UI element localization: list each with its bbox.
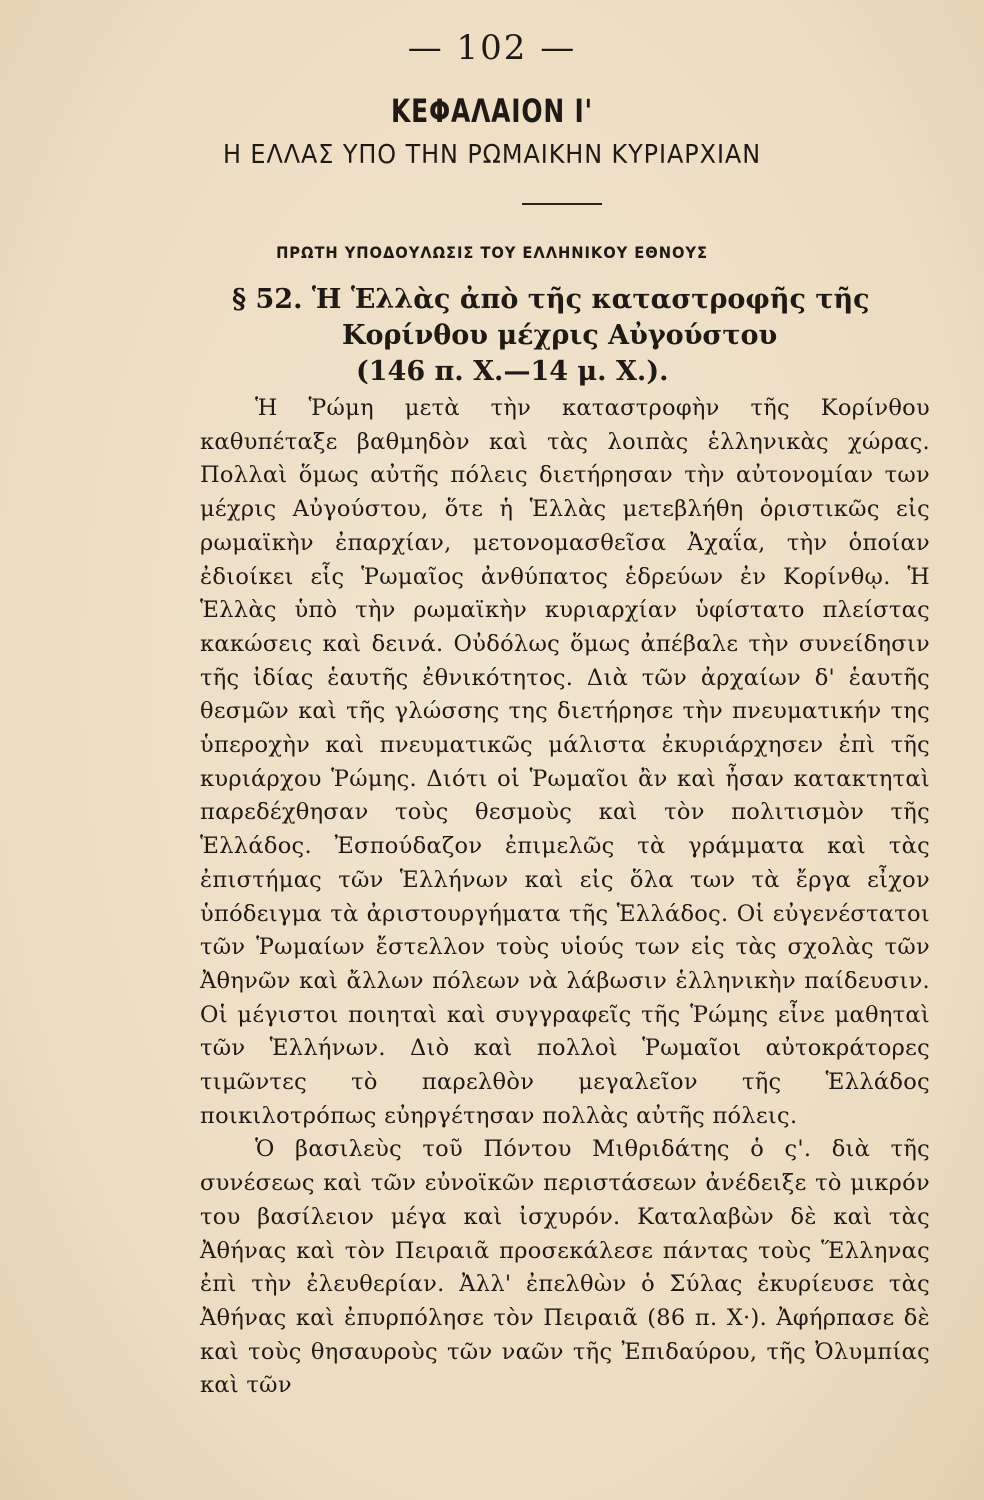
paragraph: Ὁ βασιλεὺς τοῦ Πόντου Μιθριδάτης ὁ ς'. διὰ τῆς συνέσεως καὶ τῶν εὐνοϊκῶν περιστάσεων ἀνέδειξε τὸ μικρόν του βασίλειον μέγα καὶ ἰσχυρόν. Καταλαβὼν δὲ καὶ τὰς Ἀθήνας καὶ τὸν Πειραιᾶ προσεκάλεσε πάντας τοὺς Ἕλληνας ἐπὶ τὴν ἐλευθερίαν. Ἀλλ' ἐπελθὼν ὁ Σύλας ἐκυρίευσε τὰς Ἀθήνας καὶ ἐπυρπόλησε τὸν Πειραιᾶ (86 π. Χ·). Ἀφήρπασε δὲ καὶ τοὺς θησαυροὺς τῶν ναῶν τῆς Ἐπιδαύρου, τῆς Ὀλυμπίας καὶ τῶν	[200, 1136, 930, 1399]
section-heading-line-2: Κορίνθου μέχρις Αὐγούστου	[342, 320, 778, 351]
body-text	[200, 392, 930, 1403]
page-number: — 102 —	[407, 28, 577, 68]
chapter-title: ΚΕΦΑΛΑΙΟΝ Ι'	[391, 92, 593, 130]
section-heading-line-3: (146 π. Χ.—14 μ. Χ.).	[356, 356, 669, 387]
section-heading	[232, 282, 932, 390]
chapter-subtitle: Η ΕΛΛΑΣ ΥΠΟ ΤΗΝ ΡΩΜΑΙΚΗΝ ΚΥΡΙΑΡΧΙΑΝ	[222, 140, 762, 170]
paragraph: Ἡ Ῥώμη μετὰ τὴν καταστροφὴν τῆς Κορίνθου καθυπέταξε βαθμηδὸν καὶ τὰς λοιπὰς ἑλληνικὰς χώρας. Πολλαὶ ὅμως αὐτῆς πόλεις διετήρησαν τὴν αὐτονομίαν των μέχρις Αὐγούστου, ὅτε ἡ Ἑλλὰς μετεβλήθη ὁριστικῶς εἰς ρωμαϊκὴν ἐπαρχίαν, μετονομασθεῖσα Ἀχαΐα, τὴν ὁποίαν ἐδιοίκει εἷς Ῥωμαῖος ἀνθύπατος ἑδρεύων ἐν Κορίνθῳ. Ἡ Ἑλλὰς ὑπὸ τὴν ρωμαϊκὴν κυριαρχίαν ὑφίστατο πλείστας κακώσεις καὶ δεινά. Οὐδόλως ὅμως ἀπέβαλε τὴν συνείδησιν τῆς ἰδίας ἑαυτῆς ἐθνικότητος. Διὰ τῶν ἀρχαίων δ' ἑαυτῆς θεσμῶν καὶ τῆς γλώσσης της διετήρησε τὴν πνευματικήν της ὑπεροχὴν καὶ πνευματικῶς μάλιστα ἐκυριάρχησεν ἐπὶ τῆς κυριάρχου Ῥώμης. Διότι οἱ Ῥωμαῖοι ἂν καὶ ἦσαν κατακτηταὶ παρεδέχθησαν τοὺς θεσμοὺς καὶ τὸν πολιτισμὸν τῆς Ἑλλάδος. Ἐσπούδαζον ἐπιμελῶς τὰ γράμματα καὶ τὰς ἐπιστήμας τῶν Ἑλλήνων καὶ εἰς ὅλα των τὰ ἔργα εἶχον ὑπόδειγμα τὰ ἀριστουργήματα τῆς Ἑλλάδος. Οἱ εὐγενέστατοι τῶν Ῥωμαίων ἔστελλον τοὺς υἱούς των εἰς τὰς σχολὰς τῶν Ἀθηνῶν καὶ ἄλλων πόλεων νὰ λάβωσιν ἑλληνικὴν παίδευσιν. Οἱ μέγιστοι ποιηταὶ καὶ συγγραφεῖς τῆς Ῥώμης εἶνε μαθηταὶ τῶν Ἑλλήνων. Διὸ καὶ πολλοὶ Ῥωμαῖοι αὐτοκράτορες τιμῶντες τὸ παρελθὸν μεγαλεῖον τῆς Ἑλλάδος ποικιλοτρόπως εὐηργέτησαν πολλὰς αὐτῆς πόλεις.	[200, 395, 930, 1129]
section-heading-line-1: § 52. Ἡ Ἑλλὰς ἀπὸ τῆς καταστροφῆς τῆς	[232, 284, 870, 315]
part-title: ΠΡΩΤΗ ΥΠΟΔΟΥΛΩΣΙΣ ΤΟΥ ΕΛΛΗΝΙΚΟΥ ΕΘΝΟΥΣ	[276, 243, 708, 262]
divider-rule	[522, 203, 602, 205]
